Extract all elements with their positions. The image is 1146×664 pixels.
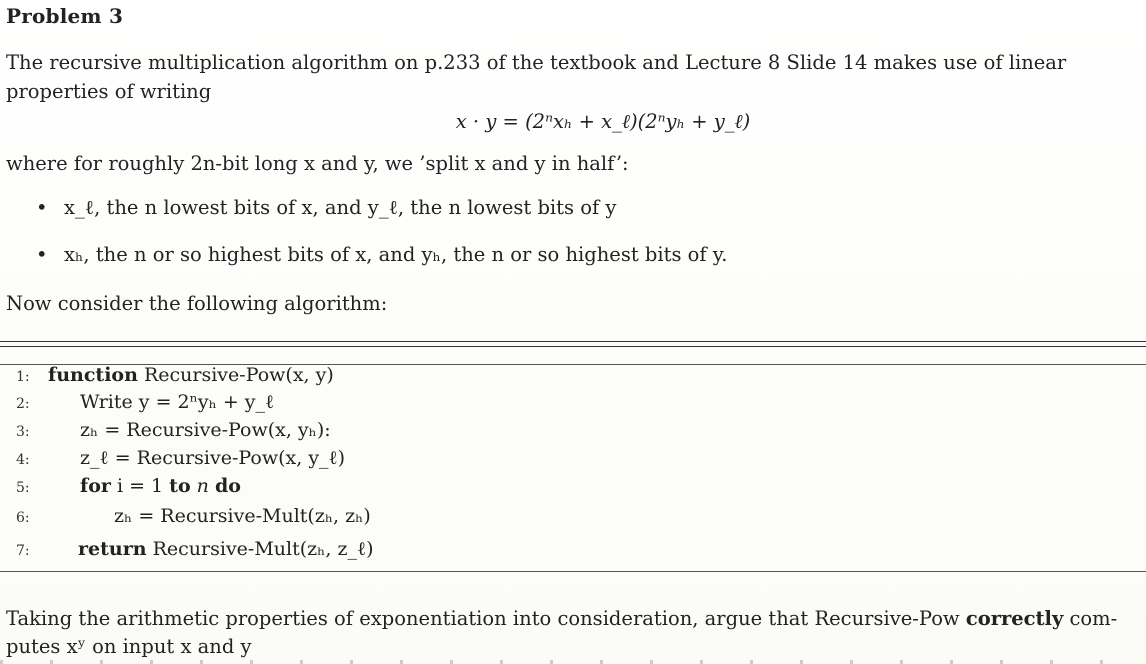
line-number: 4: — [16, 452, 30, 468]
line-number: 3: — [16, 424, 30, 440]
bullet-dot-icon: • — [36, 243, 48, 266]
line-number: 2: — [16, 396, 30, 412]
line-number: 6: — [16, 510, 30, 526]
keyword-return: return — [78, 538, 147, 560]
bullet-text: x_ℓ, the n lowest bits of x, and y_ℓ, the n lowest bits of y — [64, 196, 617, 219]
bullet-dot-icon: • — [36, 196, 48, 219]
line-text: Recursive-Mult(zₕ, z_ℓ) — [152, 538, 374, 560]
line-text: i = 1 — [116, 475, 164, 497]
algorithm-bottom-rule — [0, 571, 1146, 572]
keyword: function — [48, 364, 138, 386]
line-number: 7: — [16, 543, 30, 559]
line-number: 5: — [16, 480, 30, 496]
algorithm-top-rule — [0, 341, 1146, 342]
algorithm-line-2 — [16, 389, 274, 415]
closing-line-2: putes xʸ on input x and y — [6, 635, 252, 658]
line-text: Write y = 2ⁿyₕ + y_ℓ — [80, 391, 275, 413]
bullet-item-high-bits — [36, 243, 727, 266]
line-text: z_ℓ = Recursive-Pow(x, y_ℓ) — [80, 447, 346, 469]
closing-hyphenated: com- — [1069, 607, 1118, 630]
closing-line-1 — [6, 604, 1144, 633]
keyword-do: do — [214, 475, 241, 497]
intro-line-1: The recursive multiplication algorithm on p.233 of the textbook and Lecture 8 Slide 14 makes use of linear — [6, 51, 1067, 74]
algorithm-top-rule-2 — [0, 346, 1146, 347]
split-description: where for roughly 2n-bit long x and y, we ’split x and y in half’: — [6, 152, 629, 175]
line-number: 1: — [16, 369, 30, 385]
loop-bound: n — [196, 475, 209, 497]
problem-heading: Problem 3 — [6, 4, 124, 28]
algorithm-line-4 — [16, 445, 345, 471]
algorithm-line-1 — [16, 362, 334, 388]
line-text: Recursive-Pow(x, y) — [143, 364, 334, 386]
page-bottom-dashes — [0, 660, 1146, 664]
closing-text: Taking the arithmetic properties of exponentiation into consideration, argue that Recursive-Pow — [6, 607, 960, 630]
line-text: zₕ = Recursive-Mult(zₕ, zₕ) — [114, 505, 371, 527]
algorithm-line-3 — [16, 417, 331, 443]
intro-line-2: properties of writing — [6, 80, 212, 103]
display-equation: x · y = (2ⁿxₕ + x_ℓ)(2ⁿyₕ + y_ℓ) — [455, 110, 751, 133]
keyword-for: for — [80, 475, 111, 497]
algorithm-line-6 — [16, 503, 371, 529]
keyword-to: to — [169, 475, 191, 497]
bullet-item-low-bits — [36, 196, 616, 220]
algorithm-line-7 — [16, 536, 374, 562]
bullet-text: xₕ, the n or so highest bits of x, and yₕ, the n or so highest bits of y. — [64, 243, 728, 266]
line-text: zₕ = Recursive-Pow(x, yₕ): — [80, 419, 331, 441]
closing-bold-word: correctly — [965, 607, 1064, 630]
algorithm-line-5 — [16, 473, 241, 499]
consider-line: Now consider the following algorithm: — [6, 292, 388, 315]
